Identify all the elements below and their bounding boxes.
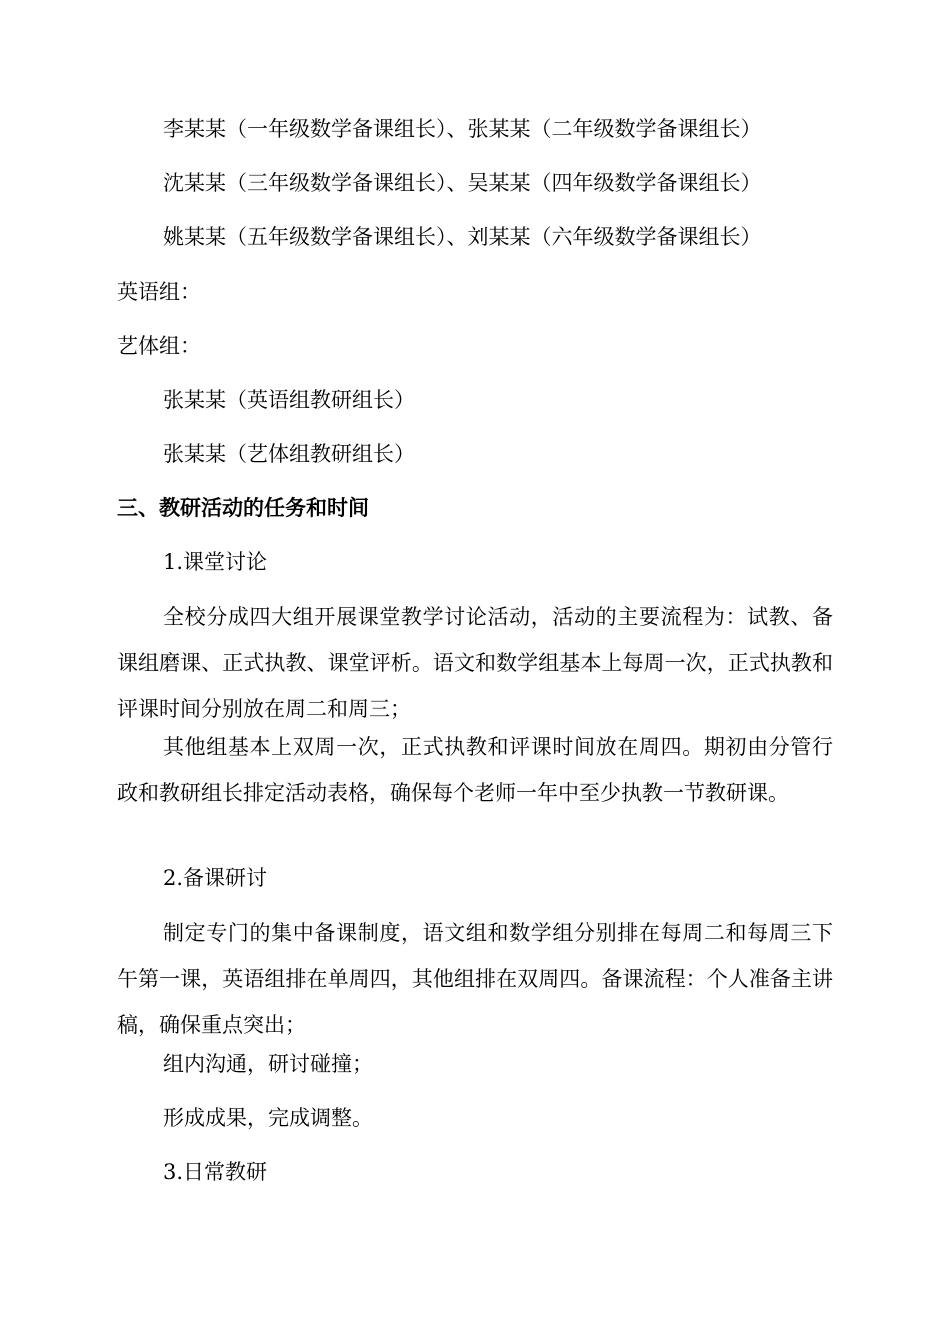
math-leaders-line-1: 李某某（一年级数学备课组长）、张某某（二年级数学备课组长）	[163, 117, 762, 141]
item-2-paragraph-1: 制定专门的集中备课制度，语文组和数学组分别排在每周二和每周三下午第一课，英语组排在单周四，其他组排在双周四。备课流程：个人准备主讲稿，确保重点突出；	[117, 921, 833, 1037]
item-2-step-2: 组内沟通，研讨碰撞；	[163, 1052, 373, 1076]
item-1-paragraph-2: 其他组基本上双周一次，正式执教和评课时间放在周四。期初由分管行政和教研组长排定活动表格，确保每个老师一年中至少执教一节教研课。	[117, 735, 833, 805]
math-leaders-line-2: 沈某某（三年级数学备课组长）、吴某某（四年级数学备课组长）	[163, 171, 762, 195]
english-group-label: 英语组：	[117, 280, 201, 304]
english-leader: 张某某（英语组教研组长）	[163, 388, 415, 412]
item-2-step-3: 形成成果，完成调整。	[163, 1106, 373, 1130]
item-2-title: 2.备课研讨	[163, 866, 268, 890]
arts-leader: 张某某（艺体组教研组长）	[163, 442, 415, 466]
item-1-title: 1.课堂讨论	[163, 550, 268, 574]
item-3-title: 3.日常教研	[163, 1160, 268, 1184]
item-1-paragraph-1: 全校分成四大组开展课堂教学讨论活动，活动的主要流程为：试教、备课组磨课、正式执教、课堂评析。语文和数学组基本上每周一次，正式执教和评课时间分别放在周二和周三；	[117, 605, 833, 721]
arts-group-label: 艺体组：	[117, 334, 201, 358]
math-leaders-line-3: 姚某某（五年级数学备课组长）、刘某某（六年级数学备课组长）	[163, 225, 762, 249]
section-3-heading: 三、教研活动的任务和时间	[117, 496, 369, 520]
